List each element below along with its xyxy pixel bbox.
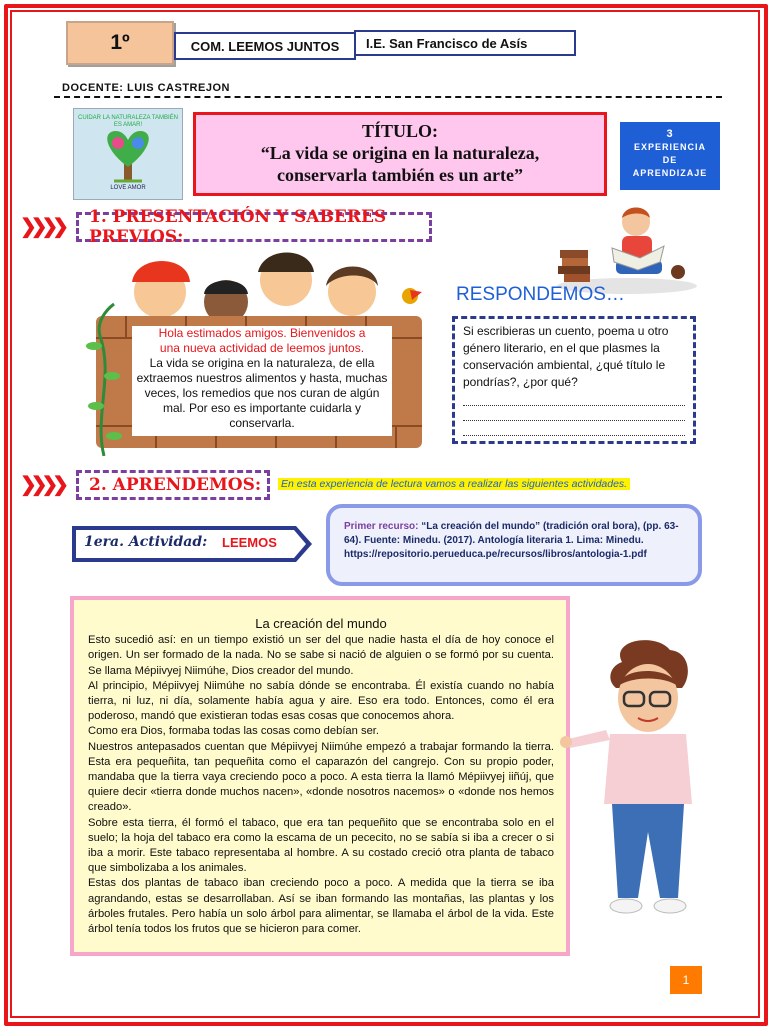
story-paragraph-1: Esto sucedió así: en un tiempo existió un ser del que nadie hasta el día de hoy conoce el origen. Un ser formado de la nada. No se sabe si nació de alguien o se formó por su cuenta. Se llama Mépiivyej Niimúhe, Dios creador del mundo.	[88, 634, 554, 677]
respond-title: RESPONDEMOS…	[456, 284, 625, 305]
nature-poster-image	[73, 108, 183, 200]
experience-line-1: EXPERIENCIA	[633, 142, 706, 152]
welcome-line-1: Hola estimados amigos. Bienvenidos a	[158, 326, 366, 340]
grade-badge: 1º	[66, 21, 174, 65]
activity-value: LEEMOS	[222, 535, 277, 550]
activity-label: 1era. Actividad:	[84, 534, 208, 550]
section-2-chevrons: ❯❯❯❯	[20, 474, 64, 496]
title-label: TÍTULO:	[361, 121, 439, 141]
story-paragraph-3: Como era Dios, formaba todas las cosas como debían ser.	[88, 725, 380, 738]
section-1-heading: 1. PRESENTACIÓN Y SABERES PREVIOS:	[76, 212, 432, 242]
experience-line-2: DE	[662, 155, 678, 165]
title-line-1: “La vida se origina en la naturaleza,	[260, 143, 540, 163]
activities-note: En esta experiencia de lectura vamos a realizar las siguientes actividades.	[278, 478, 630, 490]
story-title: La creación del mundo	[255, 616, 387, 631]
story-paragraph-5: Sobre esta tierra, él formó el tabaco, que era tan pequeñito que se encontraba solo en el suelo; la hoja del tabaco era como la escama de un pececito, no se sabía si iba a crecer o si iba a morir. Este tabaco representaba al hombre. A su costado creció otra planta de tabaco que simbolizaba a los animales.	[88, 816, 554, 875]
section-2-heading: 2. APRENDEMOS:	[76, 470, 270, 500]
welcome-line-2: una nueva actividad de leemos juntos.	[159, 341, 365, 355]
resource-text: “La creación del mundo” (tradición oral bora), (pp. 63-64). Fuente: Minedu. (2017). Antología literaria 1. Lima: Minedu. https://repositorio.perueduca.pe/recursos/libros/antologia-1.pdf	[344, 521, 679, 560]
experience-badge	[620, 122, 720, 190]
answer-line-1[interactable]	[463, 391, 685, 406]
poster-text: CUIDAR LA NATURALEZA TAMBIÉN ES AMAR!	[77, 115, 179, 128]
welcome-message	[132, 326, 392, 436]
welcome-body: La vida se origina en la naturaleza, de ella extraemos nuestros alimentos y hasta, muchas veces, los remedios que nos curan de algún mal. Por eso es importante cuidarla y conservarla.	[136, 356, 388, 430]
header-divider	[54, 96, 722, 98]
respond-question-box	[452, 316, 696, 444]
title-box	[193, 112, 607, 196]
answer-line-3[interactable]	[463, 421, 685, 436]
story-paragraph-2: Al principio, Mépiivyej Niimúhe no sabía dónde se encontraba. Él existía cuando no había tierra, ni luz, ni día, solamente había agua y aire. Eso era todo. Entonces, como él era poderoso, mandó que existieran todas esas cosas que conocemos ahora.	[88, 679, 554, 723]
resource-box	[326, 504, 702, 586]
resource-label: Primer recurso:	[344, 521, 419, 532]
poster-caption: LOVE AMOR	[110, 185, 146, 191]
title-line-2: conservarla también es un arte”	[277, 165, 523, 185]
boy-reading-illustration	[552, 200, 702, 296]
respond-question: Si escribieras un cuento, poema u otro género literario, en el que plasmes la conservación ambiental, ¿qué título le pondrías?, ¿por qué?	[463, 324, 669, 389]
course-label: COM. LEEMOS JUNTOS	[174, 32, 356, 60]
answer-line-2[interactable]	[463, 406, 685, 421]
story-paragraph-4: Nuestros antepasados cuentan que Mépiivyej Niimúhe empezó a trabajar formando la tierra. Esta era pequeñita, tan pequeñita como el caparazón del cangrejo. Con su propio poder, mandaba que la tierra vaya creciendo poco a poco. A esta tierra la llamó Mépiivyej iiñúj, que quiere decir «tierra donde muchos nacen», «donde nosotros nacemos» o «donde nos hemos creado».	[88, 740, 554, 814]
school-label: I.E. San Francisco de Asís	[354, 30, 576, 56]
experience-number: 3	[666, 128, 674, 140]
page-number-badge: 1	[670, 966, 702, 994]
section-1-chevrons: ❯❯❯❯	[20, 216, 64, 238]
story-box	[70, 596, 570, 956]
story-paragraph-6: Estas dos plantas de tabaco iban creciendo poco a poco. A medida que la tierra se iba agrandando, estas se desarrollaban. Así se iban formando las montañas, las plantas y los árboles frutales. Pero había un solo árbol para alimentar, se llamaba el árbol de la vida. Este árbol tenía todos los frutos que se hicieron para comer.	[88, 877, 554, 936]
vine-plant-icon	[84, 296, 124, 456]
teacher-illustration	[560, 636, 720, 928]
experience-line-3: APRENDIZAJE	[632, 168, 708, 178]
teacher-name: DOCENTE: LUIS CASTREJON	[62, 82, 230, 94]
